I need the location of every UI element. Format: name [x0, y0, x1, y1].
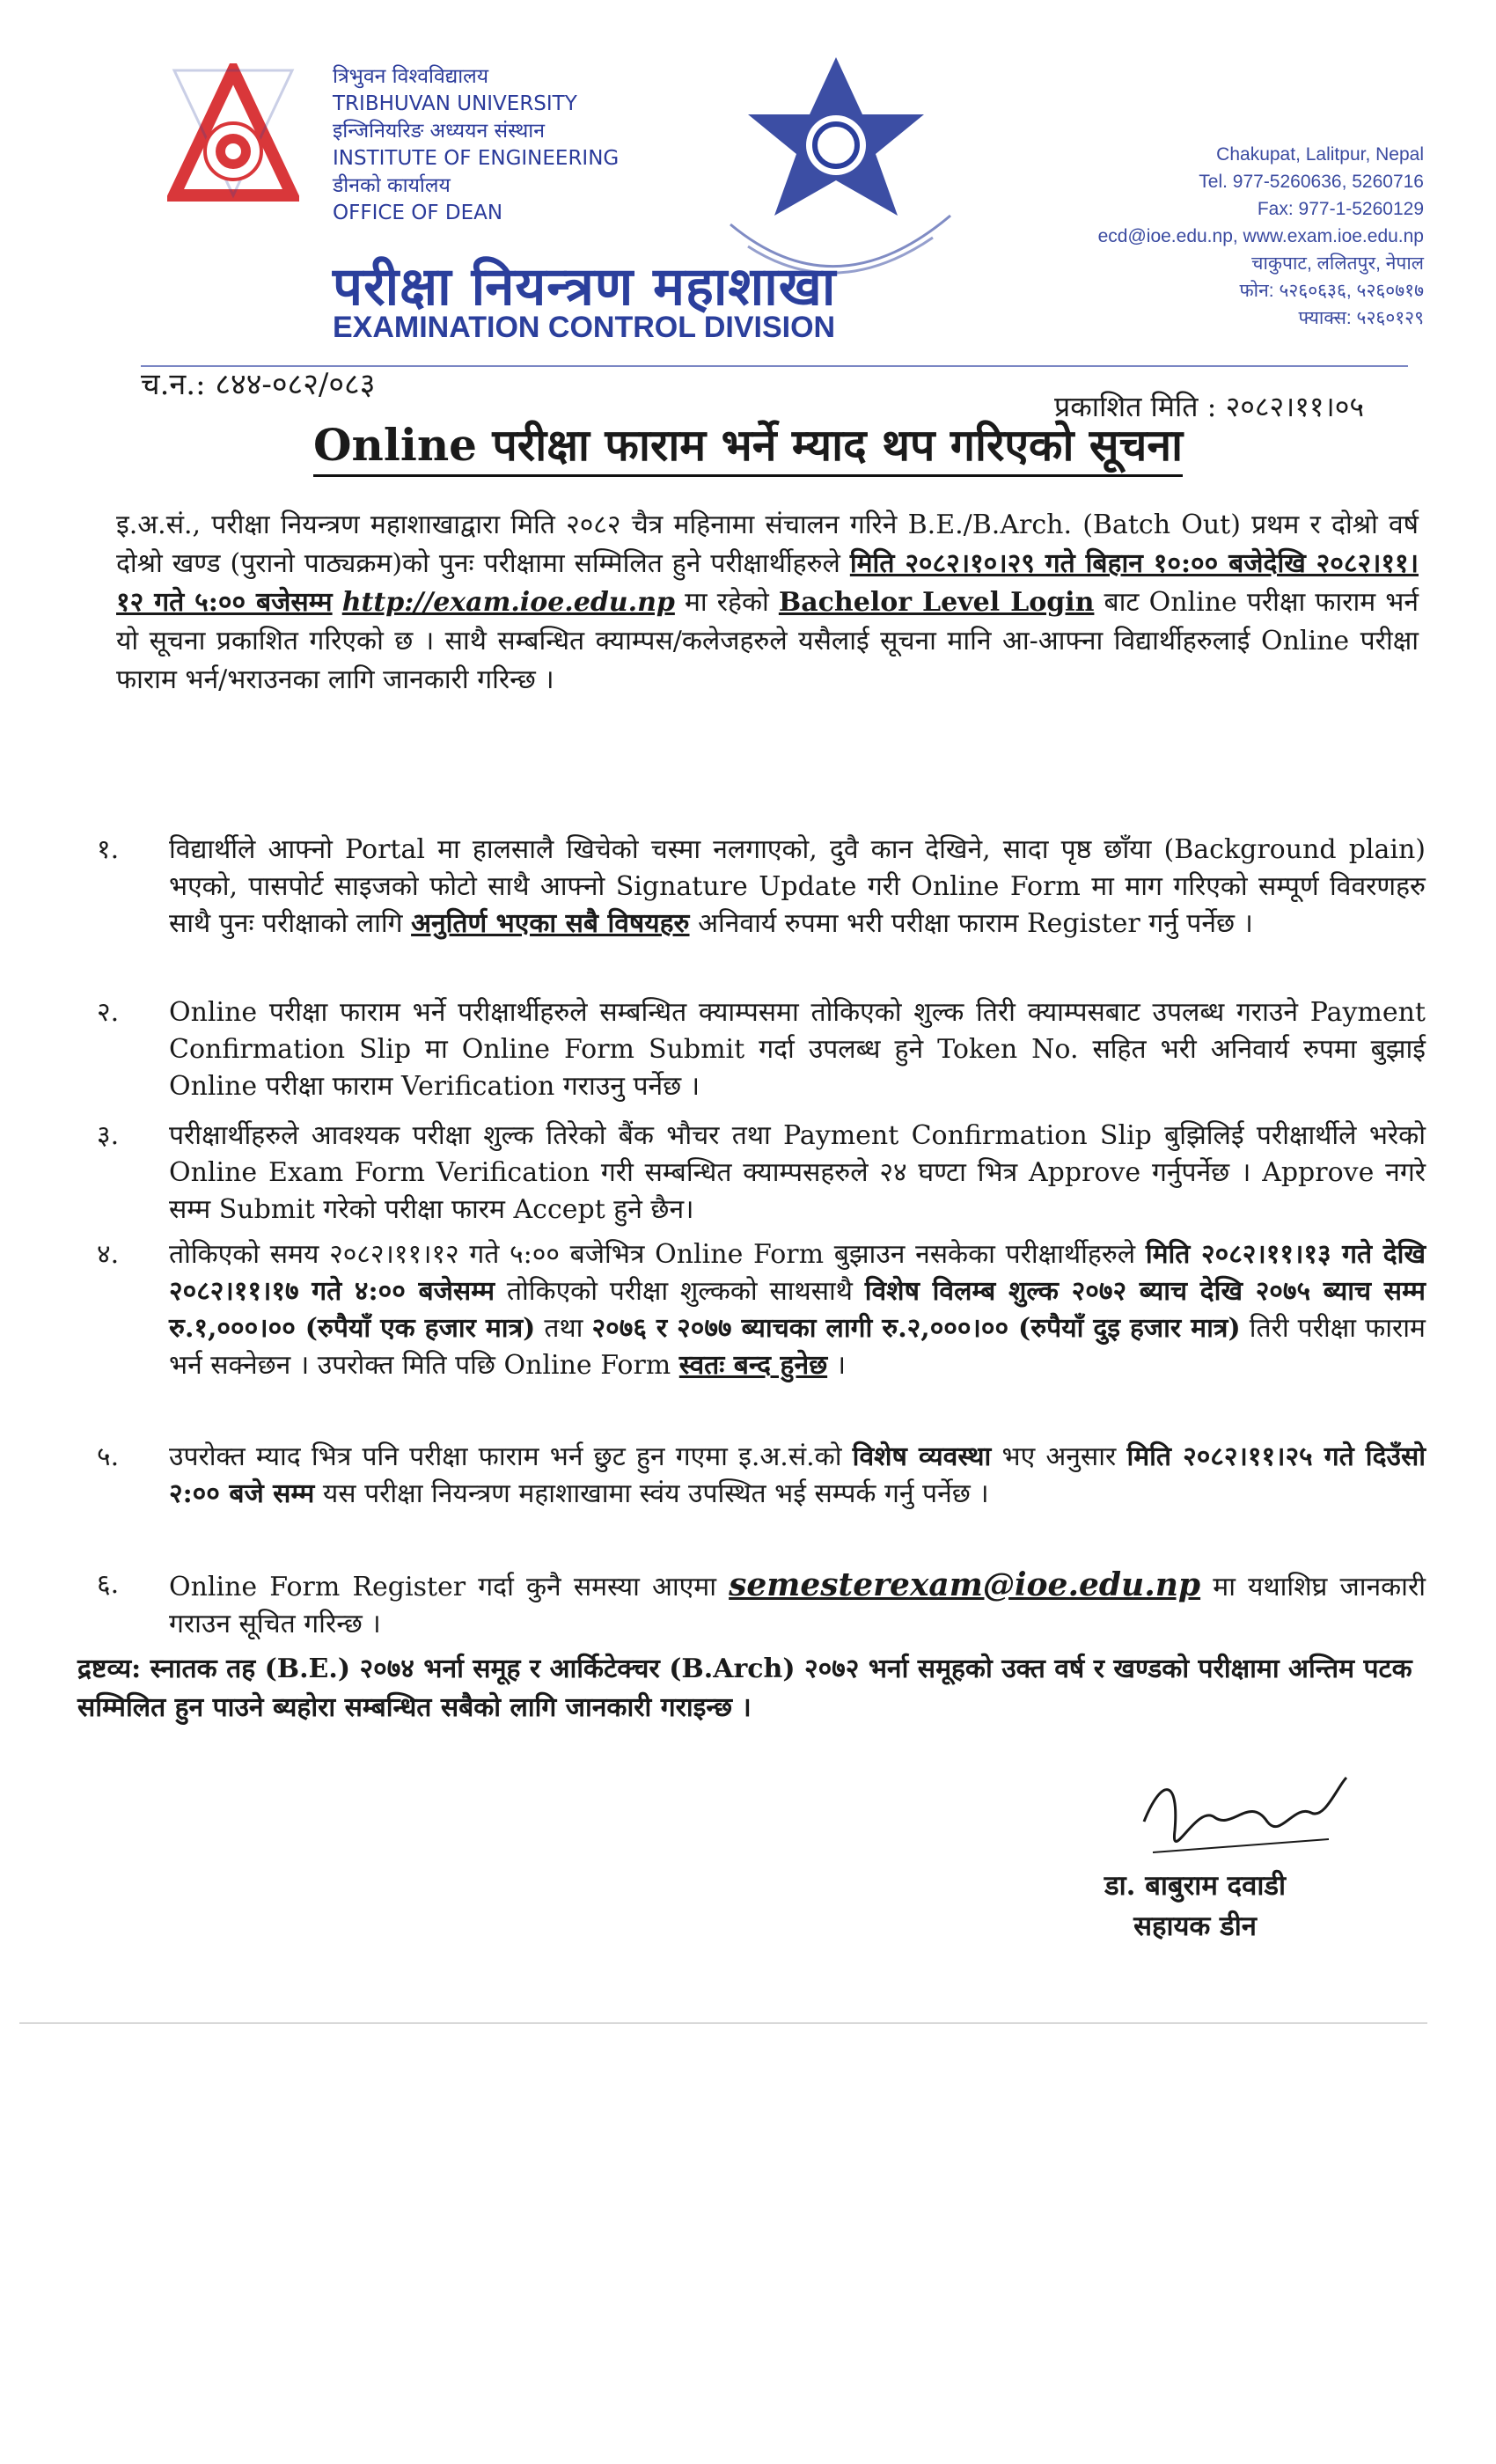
item-emphasis: विशेष विलम्ब शुल्क २०७२ ब्याच देखि २०७५ ब्याच सम्म रु.१,०००।०० (रुपैयाँ एक हजार मात्र): [169, 1276, 1426, 1344]
contact-address-np: चाकुपाट, ललितपुर, नेपाल: [1251, 253, 1424, 274]
item-text: मा यथाशिघ्र जानकारी गराउन सूचित गरिन्छ ।: [169, 1572, 1426, 1639]
ioe-logo: [695, 48, 986, 312]
list-item: [97, 1566, 1426, 1643]
institute-np: इन्जिनियरिङ अध्ययन संस्थान: [333, 120, 545, 143]
item-text: Online Form Register गर्दा कुनै समस्या आएमा: [169, 1572, 716, 1602]
contact-block: [1098, 141, 1424, 332]
item-text: तोकिएको समय २०८२।११।१२ गते ५:०० बजेभित्र Online Form बुझाउन नसकेका परीक्षार्थीहरुले: [169, 1239, 1136, 1270]
item-text: विद्यार्थीले आफ्नो Portal मा हालसालै खिचेको चस्मा नलगाएको, दुवै कान देखिने, सादा पृष्ठ छाँया (Background plain) भएको, पासपोर्ट साइजको फोटो साथै आफ्नो Signature Update गरी Online Form मा माग गरिएको सम्पूर्ण विवरणहरु साथै पुनः परीक्षाको लागि: [169, 834, 1426, 939]
item-number: ४.: [97, 1239, 120, 1270]
published-date: प्रकाशित मिति : २०८२।११।०५: [1054, 390, 1364, 423]
item-number: १.: [97, 834, 120, 865]
item-text: ।: [835, 1350, 847, 1381]
bachelor-login-text: Bachelor Level Login: [778, 587, 1095, 618]
item-emphasis: २०७६ र २०७७ ब्याचका लागी रु.२,०००।०० (रुपैयाँ दुइ हजार मात्र): [591, 1313, 1241, 1344]
item-emphasis: स्वतः बन्द हुनेछ: [678, 1350, 828, 1381]
item-text: तथा: [544, 1313, 583, 1344]
item-number: ३.: [97, 1120, 120, 1151]
item-number: ६.: [97, 1569, 120, 1600]
signatory-name: डा. बाबुराम दवाडी: [1104, 1870, 1287, 1902]
footnote: द्रष्टव्य: स्नातक तह (B.E.) २०७४ भर्ना समूह र आर्किटेक्चर (B.Arch) २०७२ भर्ना समूहको उक्त वर्ष र खण्डको परीक्षामा अन्तिम पटक सम्मिलित हुन पाउने ब्यहोरा सम्बन्धित सबैको लागि जानकारी गराइन्छ ।: [77, 1654, 1412, 1723]
contact-fax-en: Fax: 977-1-5260129: [1257, 199, 1424, 219]
header-text: [333, 63, 702, 227]
item-text: तिरी परीक्षा फाराम भर्न सक्नेछन । उपरोक्त मिति पछि Online Form: [169, 1313, 1426, 1381]
signature-mark: [1126, 1769, 1355, 1874]
contact-address-en: Chakupat, Lalitpur, Nepal: [1216, 144, 1424, 165]
signatory-block: [1104, 1866, 1286, 1947]
list-item: [97, 1236, 1426, 1384]
contact-email-en[interactable]: ecd@ioe.edu.np, www.exam.ioe.edu.np: [1097, 226, 1424, 246]
office-en: OFFICE OF DEAN: [333, 202, 503, 224]
contact-fax-np: फ्याक्स: ५२६०१२९: [1298, 308, 1424, 328]
item-number: ५.: [97, 1441, 120, 1472]
item-text: परीक्षार्थीहरुले आवश्यक परीक्षा शुल्क तिरेको बैंक भौचर तथा Payment Confirmation Slip बुझिलिई परीक्षार्थीले भरेको Online Exam Form Verification गरी सम्बन्धित क्याम्पसहरुले २४ घण्टा भित्र Approve गर्नुपर्नेछ । Approve नगरे सम्म Submit गरेको परीक्षा फारम Accept हुने छैन।: [169, 1120, 1426, 1225]
intro-p3: बाट Online परीक्षा फाराम भर्न यो सूचना प्रकाशित गरिएको छ । साथै सम्बन्धित क्याम्पस/कलेजहरुले यसैलाई सूचना मानि आ-आफ्ना विद्यार्थीहरुलाई Online परीक्षा फाराम भर्न/भराउनका लागि जानकारी गरिन्छ ।: [116, 587, 1419, 695]
tu-logo: [167, 63, 299, 248]
page-divider: [19, 2022, 1427, 2024]
institute-en: INSTITUTE OF ENGINEERING: [333, 147, 620, 170]
contact-phone-np: फोन: ५२६०६३६, ५२६०७१७: [1239, 281, 1424, 301]
list-item: [97, 1439, 1426, 1513]
university-en: TRIBHUVAN UNIVERSITY: [333, 92, 577, 115]
item-emphasis: विशेष व्यवस्था: [852, 1441, 992, 1472]
list-item: [97, 1118, 1426, 1228]
item-text: अनिवार्य रुपमा भरी परीक्षा फाराम Register गर्नु पर्नेछ ।: [698, 908, 1253, 939]
division-np: परीक्षा नियन्त्रण महाशाखा: [333, 256, 837, 318]
office-np: डीनको कार्यालय: [333, 174, 451, 197]
item-text: भए अनुसार: [1001, 1441, 1117, 1472]
item-emphasis: मिति २०८२।११।१३ गते देखि २०८२।११।१७ गते ४:०० बजेसम्म: [169, 1239, 1426, 1307]
list-item: [97, 994, 1426, 1105]
item-text: Online परीक्षा फाराम भर्ने परीक्षार्थीहरुले सम्बन्धित क्याम्पसमा तोकिएको शुल्क तिरी क्याम्पसबाट उपलब्ध गराउने Payment Confirmation Slip मा Online Form Submit गर्दा उपलब्ध हुने Token No. सहित भरी अनिवार्य रुपमा बुझाई Online परीक्षा फाराम Verification गराउनु पर्नेछ ।: [169, 997, 1426, 1102]
notice-title-text: Online परीक्षा फाराम भर्ने म्याद थप गरिएको सूचना: [313, 419, 1183, 477]
intro-p2: मा रहेको: [684, 587, 769, 618]
item-text: यस परीक्षा नियन्त्रण महाशाखामा स्वंय उपस्थित भई सम्पर्क गर्नु पर्नेछ ।: [322, 1478, 989, 1509]
exam-portal-link[interactable]: http://exam.ioe.edu.np: [341, 587, 675, 618]
intro-p1: इ.अ.सं., परीक्षा नियन्त्रण महाशाखाद्वारा मिति २०८२ चैत्र महिनामा संचालन गरिने B.E./B.Arch. (Batch Out) प्रथम र दोश्रो वर्ष दोश्रो खण्ड (पुरानो पाठ्यक्रम)को पुनः परीक्षामा सम्मिलित हुने परीक्षार्थीहरुले: [116, 510, 1419, 579]
intro-date-range: मिति २०८२।१०।२९ गते बिहान १०:०० बजेदेखि २०८२।११।१२ गते ५:०० बजेसम्म: [116, 548, 1419, 618]
support-email-link[interactable]: semesterexam@ioe.edu.np: [729, 1566, 1201, 1603]
intro-paragraph: [116, 506, 1419, 700]
division-en: EXAMINATION CONTROL DIVISION: [333, 311, 836, 344]
item-emphasis: अनुतिर्ण भएका सबै विषयहरु: [411, 908, 690, 939]
university-np: त्रिभुवन विश्वविद्यालय: [333, 65, 489, 88]
contact-tel-en: Tel. 977-5260636, 5260716: [1199, 172, 1424, 192]
signatory-title: सहायक डीन: [1133, 1910, 1257, 1942]
item-text: तोकिएको परीक्षा शुल्कको साथसाथै: [506, 1276, 853, 1307]
item-text: उपरोक्त म्याद भित्र पनि परीक्षा फाराम भर्न छुट हुन गएमा इ.अ.सं.को: [169, 1441, 842, 1472]
list-item: [97, 832, 1426, 942]
reference-number: च.न.: ८४४-०८२/०८३: [141, 367, 376, 402]
item-number: २.: [97, 997, 120, 1028]
item-emphasis: मिति २०८२।११।२५ गते दिउँसो २:०० बजे सम्म: [169, 1441, 1426, 1509]
notice-title: [0, 414, 1496, 473]
